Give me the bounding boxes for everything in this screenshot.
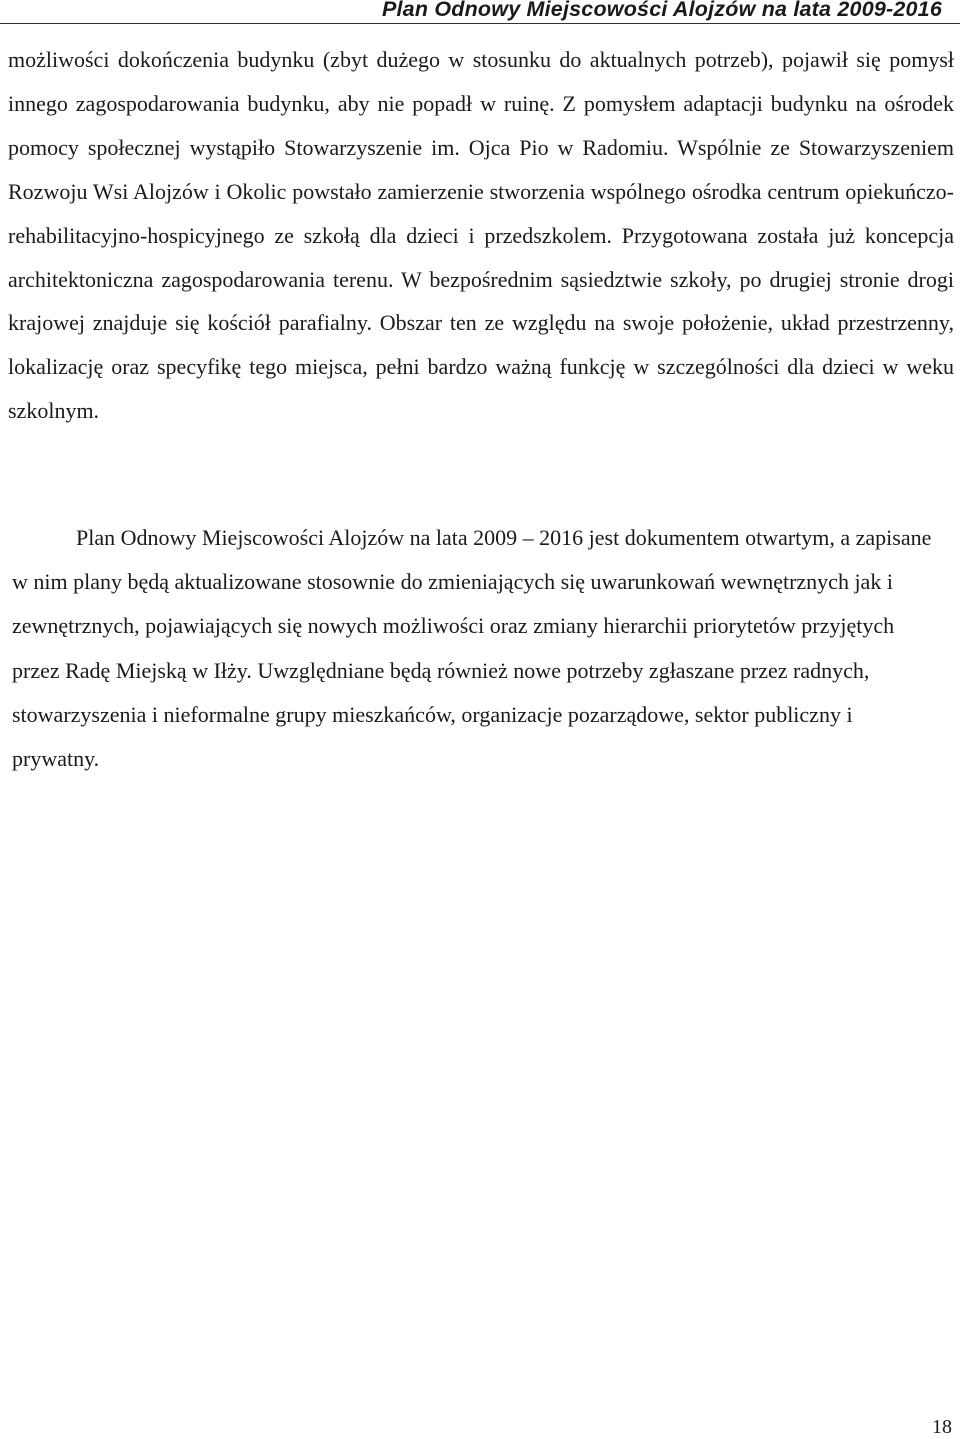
document-title: Plan Odnowy Miejscowości Alojzów na lata 2009-2016 [381, 0, 942, 21]
body-paragraph-plan-statement: Plan Odnowy Miejscowości Alojzów na lata 2009 – 2016 jest dokumentem otwartym, a zapisane w nim plany będą aktualizowane stosownie do zmieniających się uwarunkowań wewnętrznych jak i zewnętrznych, pojawiających się nowych możliwości oraz zmiany hierarchii priorytetów przyjętych przez Radę Miejską w Iłży. Uwzględniane będą również nowe potrzeby zgłaszane przez radnych, stowarzyszenia i nieformalne grupy mieszkańców, organizacje pozarządowe, sektor publiczny i prywatny. [12, 525, 932, 772]
page-number: 18 [932, 1416, 952, 1438]
body-paragraph-continued: możliwości dokończenia budynku (zbyt dużego w stosunku do aktualnych potrzeb), pojawił się pomysł innego zagospodarowania budynku, aby nie popadł w ruinę. Z pomysłem adaptacji budynku na ośrodek pomocy społecznej wystąpiło Stowarzyszenie im. Ojca Pio w Radomiu. Wspólnie ze Stowarzyszeniem Rozwoju Wsi Alojzów i Okolic powstało zamierzenie stworzenia wspólnego ośrodka centrum opiekuńczo-rehabilitacyjno-hospicyjnego ze szkołą dla dzieci i przedszkolem. Przygotowana została już koncepcja architektoniczna zagospodarowania terenu. W bezpośrednim sąsiedztwie szkoły, po drugiej stronie drogi krajowej znajduje się kościół parafialny. Obszar ten ze względu na swoje położenie, układ przestrzenny, lokalizację oraz specyfikę tego miejsca, pełni bardzo ważną funkcję w szczególności dla dzieci w weku szkolnym. [8, 47, 954, 424]
page-header [0, 0, 960, 26]
header-divider [0, 23, 960, 24]
